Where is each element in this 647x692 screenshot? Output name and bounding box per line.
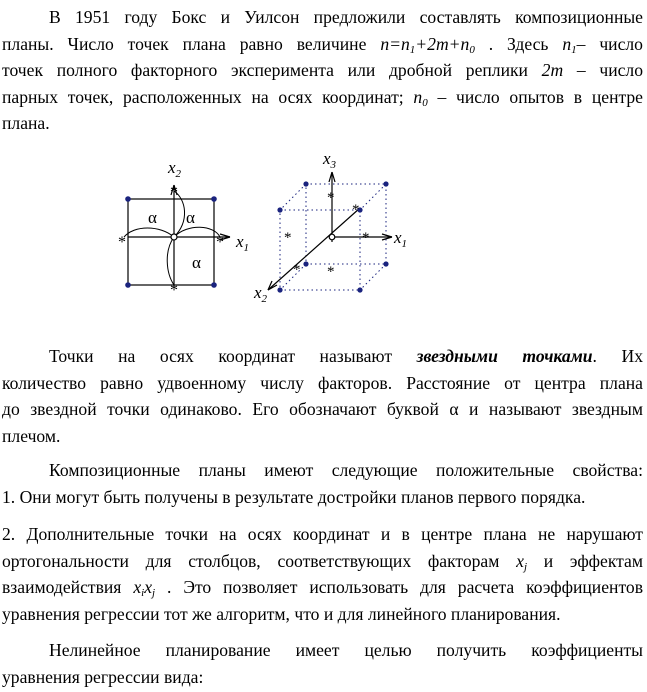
paragraph-nonlinear bbox=[2, 637, 643, 690]
properties-line-2: 1. Они могут быть получены в результате достройки планов первого порядка. bbox=[2, 486, 586, 507]
star-point: * bbox=[284, 230, 292, 246]
intro-line-2: планы. Число точек плана равно величине $n=n_1+2m+n_0$ . Здесь $n_1-$ число bbox=[2, 33, 643, 56]
corner-point bbox=[211, 282, 217, 288]
axis-label-x1: $x_1$ bbox=[394, 228, 408, 250]
star-point: * bbox=[327, 190, 335, 206]
center-point bbox=[329, 234, 335, 240]
star-line-4: плечом. bbox=[2, 425, 61, 446]
star-point: * bbox=[170, 184, 178, 201]
alpha-label: α bbox=[186, 208, 195, 227]
star-line-1: Точки на осях координат называют звездными точками. Их bbox=[49, 346, 643, 366]
alpha-label: α bbox=[192, 253, 201, 272]
ortho-line-1: 2. Дополнительные точки на осях координат и в центре плана не нарушают bbox=[2, 524, 643, 544]
center-point bbox=[171, 234, 177, 240]
properties-line-1: Композиционные планы имеют следующие положительные свойства: bbox=[49, 460, 643, 480]
star-point: * bbox=[293, 262, 301, 278]
axis-x2-line bbox=[268, 208, 360, 290]
star-point: * bbox=[362, 230, 370, 246]
star-point: * bbox=[216, 234, 224, 251]
corner-point bbox=[125, 196, 131, 202]
alpha-label: α bbox=[148, 208, 157, 227]
paragraph-intro bbox=[2, 4, 643, 137]
axis-label-x1: $x_1$ bbox=[236, 232, 250, 254]
star-point: * bbox=[118, 234, 126, 251]
corner-point bbox=[125, 282, 131, 288]
star-line-3: до звездной точки одинаково. Его обозначают буквой α и называют звездным bbox=[2, 399, 643, 420]
corner-point bbox=[211, 196, 217, 202]
figure-3d-composite-plan bbox=[248, 150, 418, 308]
star-point: * bbox=[327, 264, 335, 280]
axis-label-x2: $x_2$ bbox=[168, 158, 182, 180]
ortho-line-3: взаимодействия $x_ix_j$ . Это позволяет использовать для расчета коэффициентов bbox=[2, 577, 643, 600]
intro-line-3: точек полного факторного эксперимента или дробной реплики 2m – число bbox=[2, 60, 644, 81]
nonlinear-line-1: Нелинейное планирование имеет целью получить коэффициенты bbox=[49, 640, 643, 660]
intro-line-1: В 1951 году Бокс и Уилсон предложили составлять композиционные bbox=[49, 7, 643, 27]
ortho-line-4: уравнения регрессии тот же алгоритм, что и для линейного планирования. bbox=[2, 603, 561, 624]
paragraph-star-points bbox=[2, 343, 643, 449]
axis-label-x3: $x_3$ bbox=[323, 150, 337, 171]
intro-line-5: плана. bbox=[2, 113, 50, 134]
intro-line-4: парных точек, расположенных на осях координат; $n_0$ – число опытов в центре bbox=[2, 86, 643, 109]
ortho-line-2: ортогональности для столбцов, соответствующих факторам $x_j$ и эффектам bbox=[2, 550, 644, 573]
figure-2d-composite-plan bbox=[110, 155, 250, 300]
paragraph-orthogonality bbox=[2, 521, 643, 627]
star-line-2: количество равно удвоенному числу факторов. Расстояние от центра плана bbox=[2, 372, 643, 393]
star-point: * bbox=[352, 202, 360, 218]
symbol-n1: $n_1$ bbox=[562, 33, 577, 56]
nonlinear-line-2: уравнения регрессии вида: bbox=[2, 666, 204, 687]
formula-n: $n=n_1+2m+n_0$ bbox=[380, 33, 475, 56]
paragraph-properties bbox=[2, 457, 643, 510]
term-star-points: звездными точками bbox=[416, 346, 593, 366]
axis-label-x2: $x_2$ bbox=[254, 283, 268, 305]
star-point: * bbox=[170, 282, 178, 299]
